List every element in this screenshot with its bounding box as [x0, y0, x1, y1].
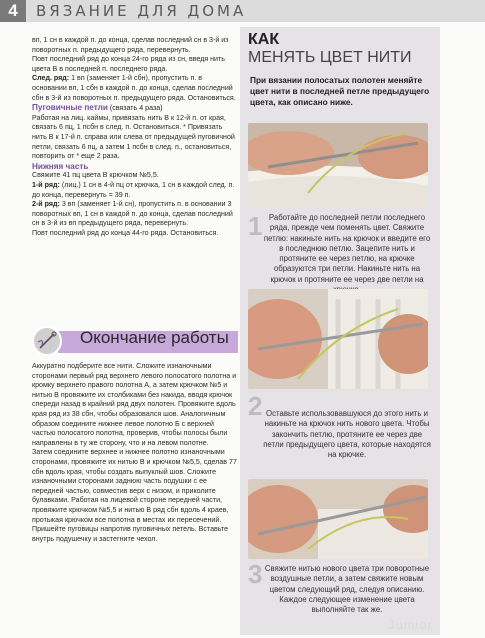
paragraph: 1-й ряд: (лиц.) 1 сн в 4-й пц от крючка, 1 сн в каждой след. п. до конца, перевернуть = 39 п. [32, 180, 235, 199]
paragraph: вп, 1 сн в каждой п. до конца, сделав последний сн в 3-й из поворотных п. предыдущего ряда, перевернуть. [32, 36, 229, 54]
paragraph: Аккуратно подберите все нити. Сложите изнаночными сторонами первый ряд верхнего левого полосатого полотна и кромку верхнего правого полотна А, а затем крючком №5 и нитью В провяжите их столбиками без накида, вводя крючок спереди назад в крайний ряд двух полотен. Провяжите вдоль края ряд из 38 сбн, чтобы образовался шов. Аналогичным образом соедините нижнее левое полотно Б с верхней частью полосатого полотна, проверив, чтобы полосы были направлены в ту же сторону, что и на левом полотне. [32, 362, 237, 447]
step-2-text: Оставьте использовавшуюся до этого нить и накиньте на крючок нить нового цвета. Чтобы закончить петлю, протяните ее через две петли предыдущего цвета, которые находятся на крючке. [263, 409, 431, 460]
instructions-column [32, 36, 237, 238]
step-2-photo [248, 289, 428, 389]
step-1-text: Работайте до последней петли последнего ряда, прежде чем поменять цвет. Свяжите петлю: накиньте нить на крючок и введите его в последнюю петлю. Зацепите нить и протяните ее через петлю, на крючке образуются три петли. Накиньте нить на крючок и протяните ее через две петли на [263, 213, 431, 284]
finishing-column [32, 362, 237, 544]
magazine-title: ВЯЗАНИЕ ДЛЯ ДОМА [36, 2, 247, 20]
section-heading [32, 326, 237, 356]
sidebar-subtitle: МЕНЯТЬ ЦВЕТ НИТИ [248, 49, 412, 66]
section-title: Окончание работы [80, 328, 229, 347]
sidebar-intro: При вязании полосатых полотен меняйте цвет нити в последней петле предыдущего цвета, как описано ниже. [250, 75, 430, 107]
paragraph: Свяжите 41 пц цвета В крючком №5,5. [32, 171, 159, 180]
subheading-bottom: Нижняя часть [32, 161, 89, 171]
page-number: 4 [0, 0, 26, 22]
page-header [0, 0, 485, 22]
needle-icon [32, 326, 62, 356]
paragraph: Затем соедините верхнее и нижнее полотно изнаночными сторонами, провяжите их нитью В и крючком №5,5, сделав 77 сбн вдоль края, чтобы создать выпуклый шов. Сложите изнаночными сторонами заднюю часть подушки с ее передней частью, совместив верх с низом, и приколите булавками. Работая на лицевой стороне передней части, провяжите крючком №5,5 и нитью В ряд сбн вдоль 4 краев, протыкая крючком все полотна в местах их пересечений. Пришейте пуговицы напротив пуговичных петель. Вставьте внутрь подушечку и застегните чехол. [32, 448, 237, 543]
step-2-number: 2 [248, 391, 263, 421]
paragraph: 2-й ряд: 3 вп (заменяет 1-й сн), пропустить п. в основании 3 поворотных вп, 1 сн в каждой п. до конца, сделав последний сн в 3-й из вп предыдущего ряда, перевернуть. [32, 200, 233, 228]
watermark: Jumior [387, 617, 433, 632]
sidebar-how-to [240, 27, 440, 635]
paragraph: Повт последний ряд до конца 24-го ряда из сн, введя нить цвета В в последней п. последнего ряда. [32, 55, 225, 73]
step-3-photo [248, 479, 428, 559]
paragraph: Работая на лиц. каймы, привязать нить В к 12-й п. от края, связать 6 пц, 1 псбн в след. п. Остановиться. * Привязать нить В к 17-й п. справа или слева от предыдущей пуговичной петли, связать 6 пц, а затем 1 псбн в след. п., остановиться, повторить от * еще 2 раза. [32, 113, 235, 161]
step-1-photo [248, 123, 428, 207]
paragraph: Повт последний ряд до конца 44-го ряда. Остановиться. [32, 228, 219, 237]
sidebar-title: КАК [248, 31, 280, 48]
step-1-number: 1 [248, 211, 263, 241]
paragraph: След. ряд: 1 вп (заменяет 1-й сбн), пропустить п. в основании вп, 1 сбн в каждой п. до конца, сделав последний сбн в 3-й из поворотных п. предыдущего ряда. Остановиться. [32, 74, 236, 102]
step-3-text: Свяжите нитью нового цвета три поворотные воздушные петли, а затем свяжите новым цветом следующий ряд, следуя описанию. Каждое следующее изменение цвета выполняйте так же. [264, 564, 430, 615]
step-3-number: 3 [248, 559, 263, 589]
subheading-buttonholes: Пуговичные петли (связать 4 раза) [32, 103, 163, 113]
